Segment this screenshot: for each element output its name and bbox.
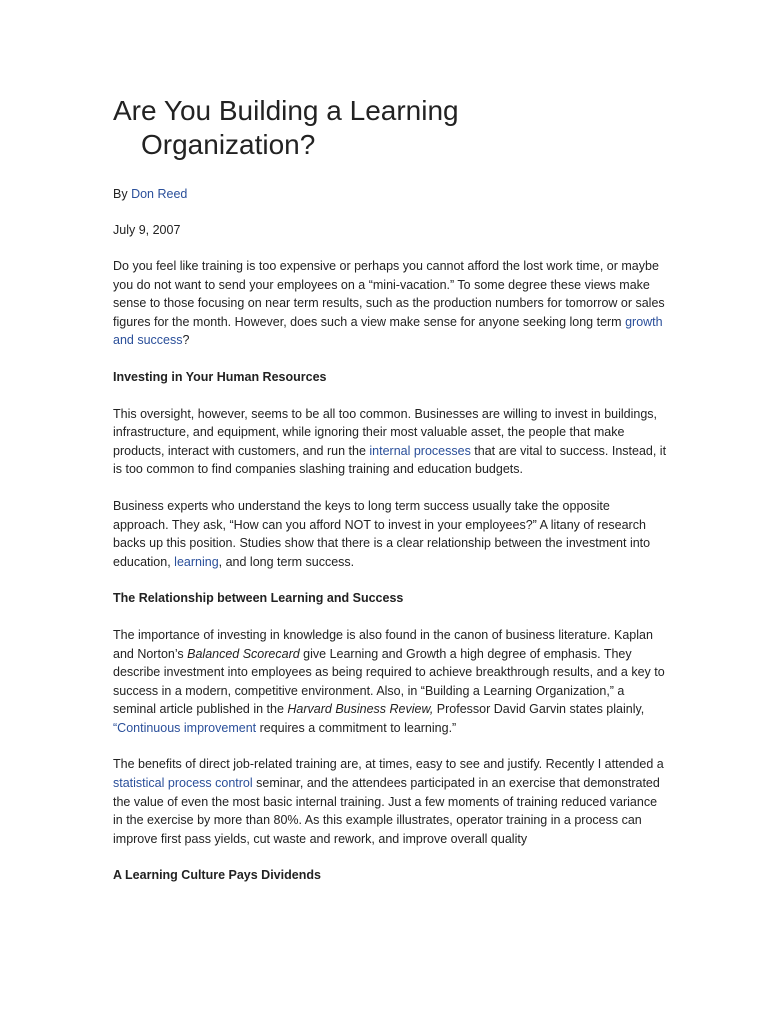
paragraph-4-text-d: requires a commitment to learning.” (256, 720, 457, 735)
learning-link[interactable]: learning (174, 554, 219, 569)
section-heading-human-resources: Investing in Your Human Resources (113, 369, 327, 384)
article-title (113, 94, 668, 162)
byline-prefix: By (113, 187, 132, 201)
balanced-scorecard-title: Balanced Scorecard (187, 646, 300, 661)
paragraph-1 (113, 257, 668, 350)
paragraph-1-text-b: ? (182, 333, 190, 348)
internal-processes-link[interactable]: internal processes (369, 443, 471, 458)
byline (113, 185, 668, 203)
paragraph-2-text-a: This oversight, however, seems to be all too common. Businesses are willing to invest in buildings, infrastructure, and equipment, while ignoring their most valuable asset, the people that make products, interact with customers, and run the (113, 406, 658, 458)
paragraph-2 (113, 405, 668, 479)
statistical-process-control-link[interactable]: statistical process control (113, 776, 253, 791)
paragraph-5-text-b: seminar, and the attendees participated in an exercise that demonstrated the value of even the most basic internal training. Just a few moments of training reduced variance in the exercise by more than 80%. As this example illustrates, operator training in a process can improve first pass yields, cut waste and rework, and improve overall quality (113, 776, 660, 846)
paragraph-3-text-b: , and long term success. (218, 554, 355, 569)
paragraph-2-text-b: that are vital to success. Instead, it is too common to find companies slashing training and education budgets. (113, 443, 667, 477)
paragraph-4-text-a: The importance of investing in knowledge is also found in the canon of business literature. Kaplan and Norton’s (113, 627, 653, 661)
paragraph-3 (113, 497, 668, 571)
author-link[interactable]: Don Reed (131, 187, 188, 201)
paragraph-4-text-c: Professor David Garvin states plainly, (433, 702, 645, 717)
title-line-2: Organization? (141, 129, 316, 160)
paragraph-5 (113, 755, 668, 848)
title-line-1: Are You Building a Learning (113, 95, 459, 126)
paragraph-4-text-b: give Learning and Growth a high degree of emphasis. They describe investment into employees as being required to achieve breakthrough results, and a key to success in a modern, competitive environment. Also, in “Building a Learning Organization,” a seminal article published in the (113, 646, 665, 717)
paragraph-3-text-a: Business experts who understand the keys to long term success usually take the opposite approach. They ask, “How can you afford NOT to invest in your employees?” A litany of research backs up this position. Studies show that there is a clear relationship between the investment into education, (113, 498, 651, 569)
paragraph-1-text-a: Do you feel like training is too expensive or perhaps you cannot afford the lost work time, or maybe you do not want to send your employees on a “mini-vacation.” To some degree these views make sense to those focusing on near term results, such as the production numbers for tomorrow or sales figures for the month. However, does such a view make sense for anyone seeking long term (113, 259, 665, 329)
harvard-business-review-title: Harvard Business Review, (287, 702, 434, 717)
section-heading-learning-culture: A Learning Culture Pays Dividends (113, 868, 321, 883)
publish-date: July 9, 2007 (113, 223, 181, 237)
paragraph-5-text-a: The benefits of direct job-related training are, at times, easy to see and justify. Recently I attended a (113, 757, 664, 772)
section-heading-relationship: The Relationship between Learning and Success (113, 591, 404, 606)
continuous-improvement-link[interactable]: “Continuous improvement (113, 720, 257, 735)
growth-and-success-link[interactable]: growth and success (113, 314, 663, 348)
paragraph-4 (113, 626, 668, 738)
